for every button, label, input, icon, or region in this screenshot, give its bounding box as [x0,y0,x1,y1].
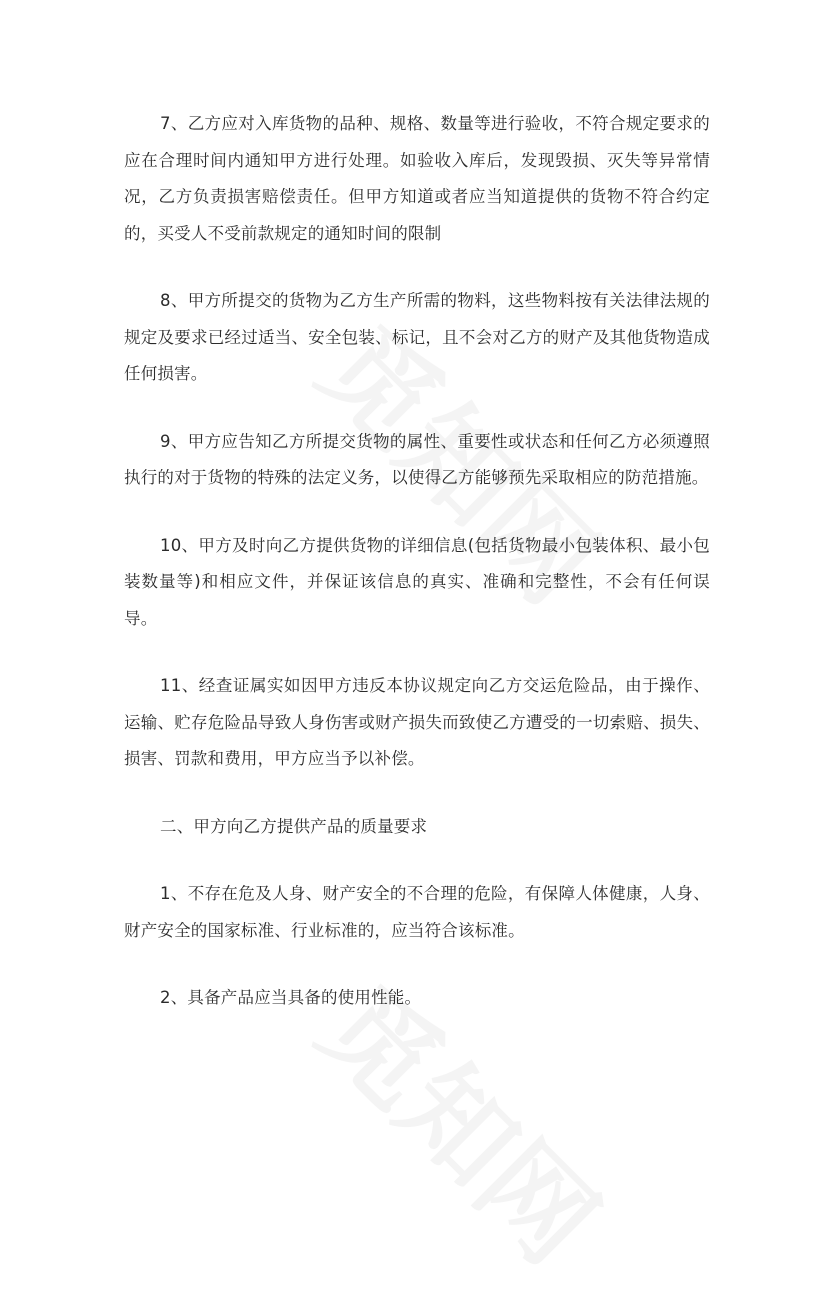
paragraph-clause-8: 8、甲方所提交的货物为乙方生产所需的物料，这些物料按有关法律法规的规定及要求已经过适当、安全包装、标记，且不会对乙方的财产及其他货物造成任何损害。 [124,291,710,383]
paragraph-clause-10: 10、甲方及时向乙方提供货物的详细信息(包括货物最小包装体积、最小包装数量等)和相应文件，并保证该信息的真实、准确和完整性，不会有任何误导。 [124,535,710,628]
paragraph-clause-7: 7、乙方应对入库货物的品种、规格、数量等进行验收，不符合规定要求的应在合理时间内通知甲方进行处理。如验收入库后，发现毁损、灭失等异常情况，乙方负责损害赔偿责任。但甲方知道或者应当知道提供的货物不符合约定的，买受人不受前款规定的通知时间的限制 [124,114,710,243]
paragraph-quality-2: 2、具备产品应当具备的使用性能。 [160,988,422,1007]
document-body [124,106,710,1048]
section-heading-quality-requirements: 二、甲方向乙方提供产品的质量要求 [160,816,428,836]
paragraph-quality-1: 1、不存在危及人身、财产安全的不合理的危险，有保障人体健康，人身、财产安全的国家标准、行业标准的，应当符合该标准。 [124,884,710,940]
paragraph-clause-11: 11、经查证属实如因甲方违反本协议规定向乙方交运危险品，由于操作、运输、贮存危险品导致人身伤害或财产损失而致使乙方遭受的一切索赔、损失、损害、罚款和费用，甲方应当予以补偿。 [124,676,710,768]
paragraph-clause-9: 9、甲方应告知乙方所提交货物的属性、重要性或状态和任何乙方必须遵照执行的对于货物的特殊的法定义务，以使得乙方能够预先采取相应的防范措施。 [124,431,710,487]
